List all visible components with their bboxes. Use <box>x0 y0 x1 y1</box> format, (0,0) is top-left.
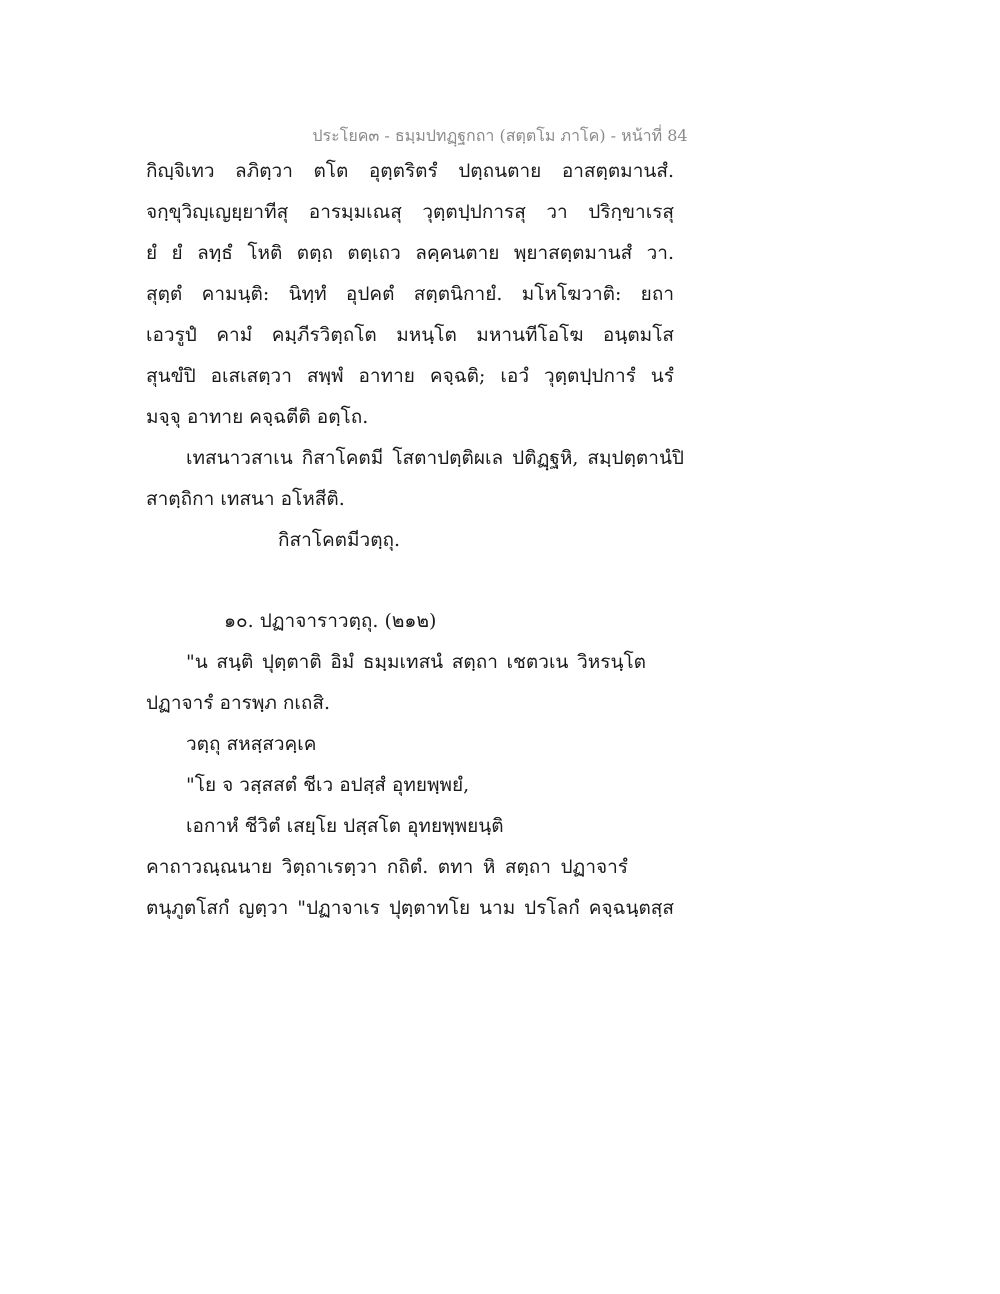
text-line-1: กิญฺจิเทว ลภิตฺวา ตโต อุตฺตริตรํ ปตฺถนตาย อาสตฺตมานสํ. <box>146 160 674 182</box>
story-end-title: กิสาโคตมีวตฺถุ. <box>278 529 401 551</box>
text-line-7: มจฺจุ อาทาย คจฺฉตีติ อตฺโถ. <box>146 406 369 428</box>
text-line-9: สาตฺถิกา เทสนา อโหสีติ. <box>146 488 345 510</box>
text-line-17: คาถาวณฺณนาย วิตฺถาเรตฺวา กถิตํ. ตทา หิ สตฺถา ปฏาจารํ <box>146 856 628 878</box>
section-heading: ๑๐. ปฏาจาราวตฺถุ. (๒๑๒) <box>224 610 437 632</box>
text-line-2: จกฺขุวิญฺเญยฺยาทีสุ อารมฺมเณสุ วุตฺตปฺปการสุ วา ปริกฺขาเรสุ <box>146 201 674 223</box>
text-line-4: สุตฺตํ คามนฺติ: นิทฺทํ อุปคตํ สตฺตนิกายํ. มโหโฆวาติ: ยถา <box>146 283 674 305</box>
text-line-12: "น สนฺติ ปุตฺตาติ อิมํ ธมฺมเทสนํ สตฺถา เชตวเน วิหรนฺโต <box>186 651 646 673</box>
text-line-13: ปฏาจารํ อารพฺภ กเถสิ. <box>146 692 331 714</box>
paragraph-start-line: เทสนาวสาเน กิสาโคตมี โสตาปตฺติผเล ปติฏฺฐหิ, สมฺปตฺตานํปิ <box>186 447 684 469</box>
verse-line-2: เอกาหํ ชีวิตํ เสยฺโย ปสฺสโต อุทยพฺพยนฺติ <box>186 815 504 837</box>
text-line-3: ยํ ยํ ลทฺธํ โหติ ตตฺถ ตตฺเถว ลคฺคนตาย พฺยาสตฺตมานสํ วา. <box>146 242 674 264</box>
text-line-5: เอวรูปํ คามํ คมฺภีรวิตฺถโต มหนฺโต มหานทีโอโฆ อนฺตมโส <box>146 324 674 346</box>
running-header: ประโยค๓ - ธมฺมปทฏฺฐกถา (สตฺตโม ภาโค) - หน้าที่ 84 <box>312 126 688 145</box>
cross-reference: วตฺถุ สหสฺสวคฺเค <box>186 733 317 755</box>
text-line-18: ตนุภูตโสกํ ญตฺวา "ปฏาจาเร ปุตฺตาทโย นาม ปรโลกํ คจฺฉนฺตสฺส <box>146 897 674 919</box>
text-line-6: สุนขํปิ อเสเสตฺวา สพฺพํ อาทาย คจฺฉติ; เอวํ วุตฺตปฺปการํ นรํ <box>146 365 674 387</box>
verse-line-1: "โย จ วสฺสสตํ ชีเว อปสฺสํ อุทยพฺพยํ, <box>186 774 470 796</box>
